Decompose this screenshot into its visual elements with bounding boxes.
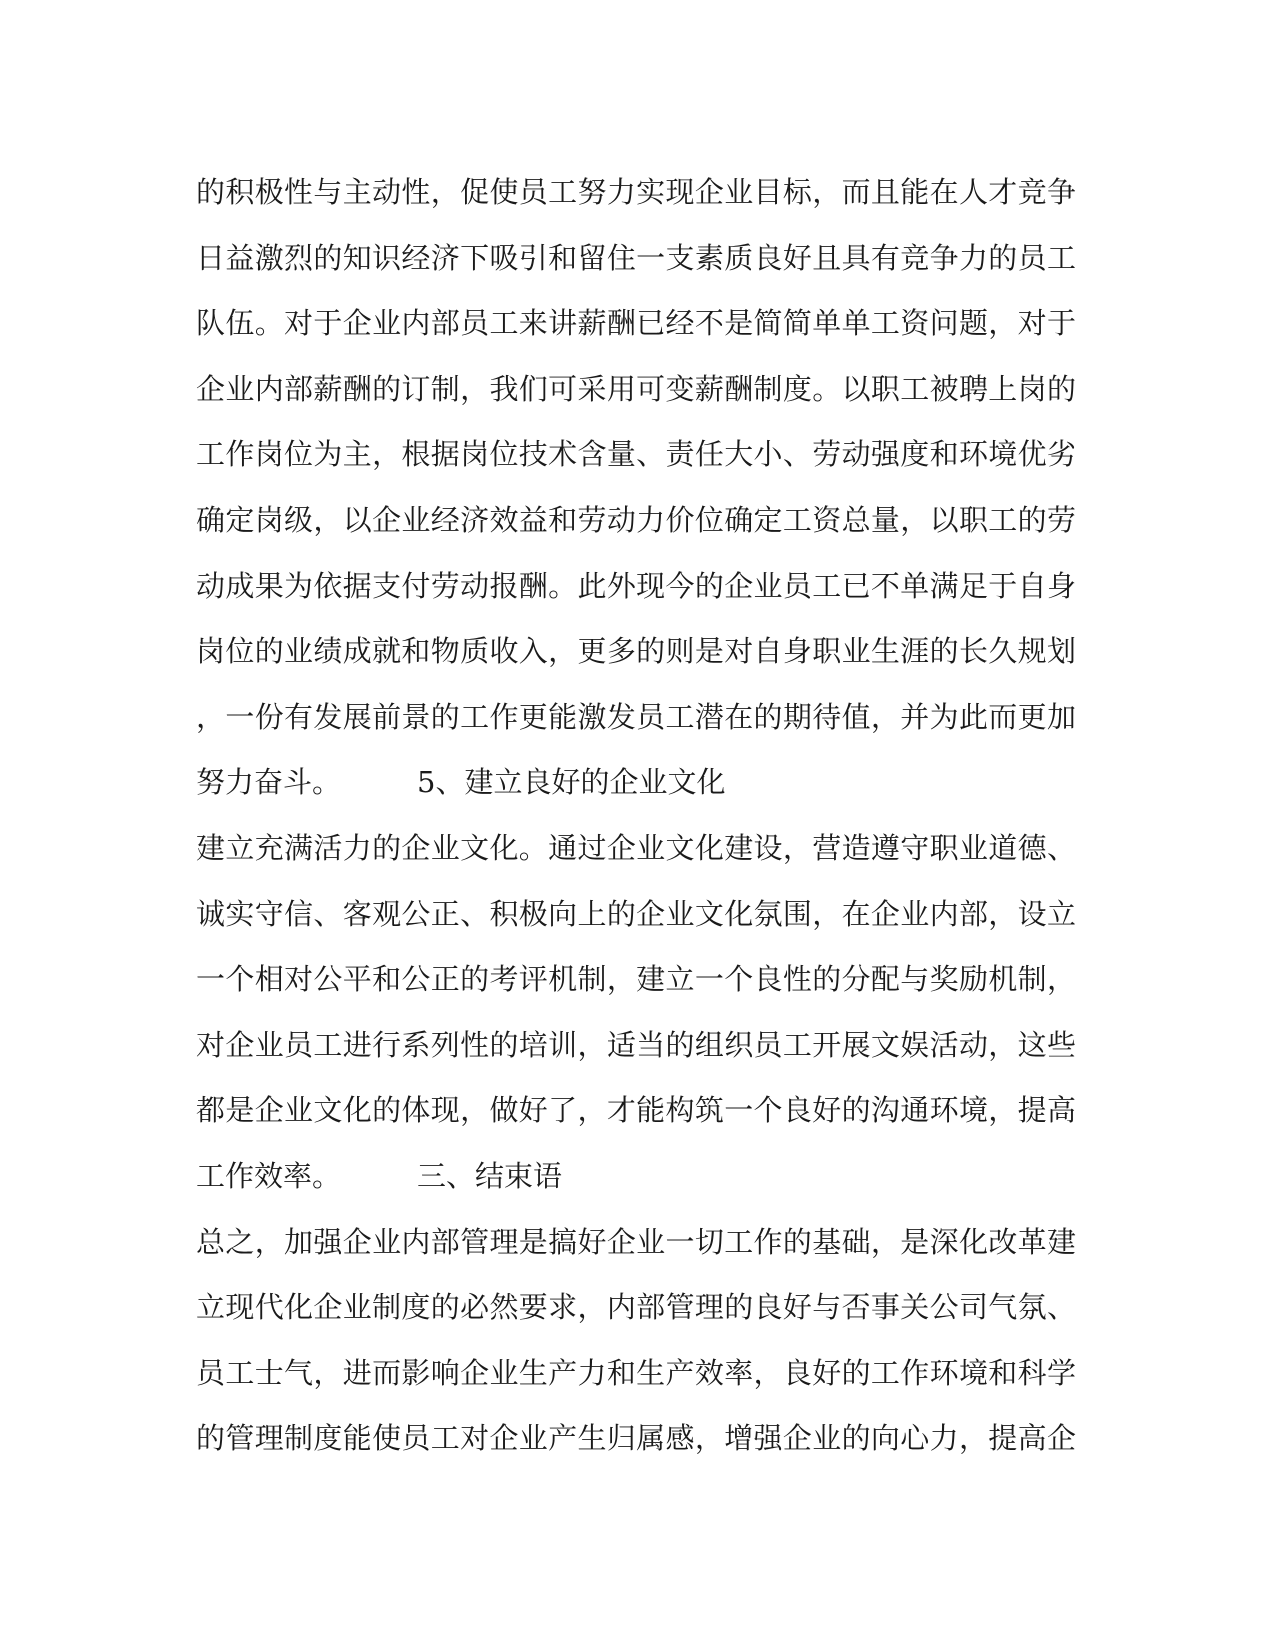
text-line: 的管理制度能使员工对企业产生归属感，增强企业的向心力，提高企 (196, 1421, 1076, 1456)
text-line-with-heading (196, 750, 1076, 816)
section-heading: 三、结束语 (417, 1158, 563, 1193)
text-line: 诚实守信、客观公正、积极向上的企业文化氛围，在企业内部，设立 (196, 896, 1076, 931)
text-line: 员工士气，进而影响企业生产力和生产效率，良好的工作环境和科学 (196, 1355, 1076, 1390)
text-line: 队伍。对于企业内部员工来讲薪酬已经不是简简单单工资问题，对于 (196, 306, 1076, 341)
text-line: 的积极性与主动性，促使员工努力实现企业目标，而且能在人才竞争 (196, 175, 1076, 209)
text-line: 日益激烈的知识经济下吸引和留住一支素质良好且具有竞争力的员工 (196, 240, 1076, 275)
text-line: 工作岗位为主，根据岗位技术含量、责任大小、劳动强度和环境优劣 (196, 437, 1076, 472)
text-line: 一个相对公平和公正的考评机制，建立一个良性的分配与奖励机制， (196, 962, 1076, 997)
text-line: 都是企业文化的体现，做好了，才能构筑一个良好的沟通环境，提高 (196, 1093, 1076, 1128)
body-text (196, 160, 1076, 1472)
text-line: ，一份有发展前景的工作更能激发员工潜在的期待值，并为此而更加 (196, 699, 1076, 734)
text-line: 企业内部薪酬的订制，我们可采用可变薪酬制度。以职工被聘上岗的 (196, 371, 1076, 406)
text-line: 确定岗级，以企业经济效益和劳动力价位确定工资总量，以职工的劳 (196, 502, 1076, 537)
text-fragment: 努力奋斗。 (196, 765, 342, 800)
text-line: 岗位的业绩成就和物质收入，更多的则是对自身职业生涯的长久规划 (196, 634, 1076, 669)
text-line: 总之，加强企业内部管理是搞好企业一切工作的基础，是深化改革建 (196, 1224, 1076, 1259)
text-line: 动成果为依据支付劳动报酬。此外现今的企业员工已不单满足于自身 (196, 568, 1076, 603)
section-heading: 5、建立良好的企业文化 (417, 765, 726, 800)
text-line: 对企业员工进行系列性的培训，适当的组织员工开展文娱活动，这些 (196, 1027, 1076, 1062)
text-fragment: 工作效率。 (196, 1158, 342, 1193)
text-line: 建立充满活力的企业文化。通过企业文化建设，营造遵守职业道德、 (196, 830, 1076, 865)
text-line-with-heading (196, 1144, 1076, 1210)
text-line: 立现代化企业制度的必然要求，内部管理的良好与否事关公司气氛、 (196, 1290, 1076, 1325)
